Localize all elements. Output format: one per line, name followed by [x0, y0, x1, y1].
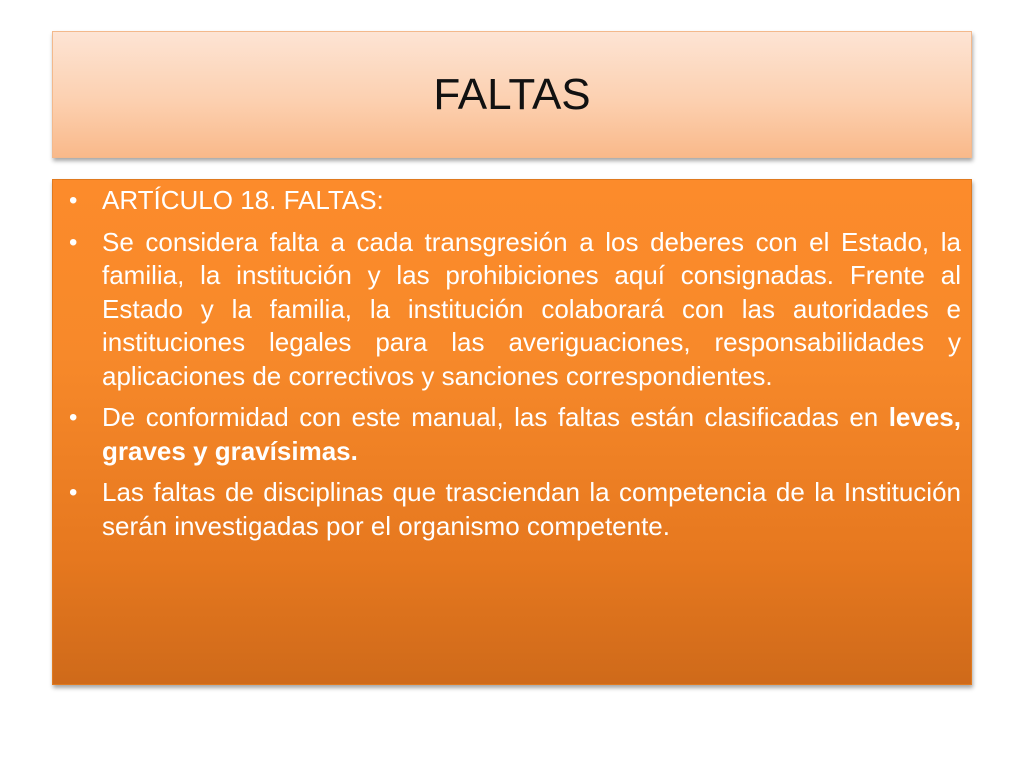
slide-title: FALTAS: [433, 69, 591, 119]
content-box: [52, 179, 972, 685]
bullet-icon: •: [69, 479, 78, 506]
bullet-text: ARTÍCULO 18. FALTAS:: [102, 185, 384, 215]
bullet-icon: •: [69, 404, 78, 431]
title-box: [52, 31, 972, 158]
bullet-icon: •: [69, 228, 78, 256]
bullet-item-clasificacion: [63, 401, 961, 468]
bullet-text: De conformidad con este manual, las faltas están clasificadas en: [102, 402, 889, 432]
bullet-item-definicion: [63, 226, 961, 394]
bullet-item-articulo: [63, 184, 961, 218]
bullet-item-competencia: [63, 476, 961, 543]
bullet-text: Las faltas de disciplinas que trasciendan la competencia de la Institución serán investigadas por el organismo competente.: [102, 477, 961, 541]
bullet-text-bold: leves, graves y gravísimas.: [102, 402, 961, 466]
bullet-list: [63, 184, 961, 543]
bullet-text: Se considera falta a cada transgresión a los deberes con el Estado, la familia, la institución y las prohibiciones aquí consignadas. Frente al Estado y la familia, la institución colaborará con las autoridades e instituciones legales para las averiguaciones, responsabilidades y aplicaciones de correctivos y sanciones correspondientes.: [102, 226, 961, 391]
bullet-icon: •: [69, 187, 78, 214]
